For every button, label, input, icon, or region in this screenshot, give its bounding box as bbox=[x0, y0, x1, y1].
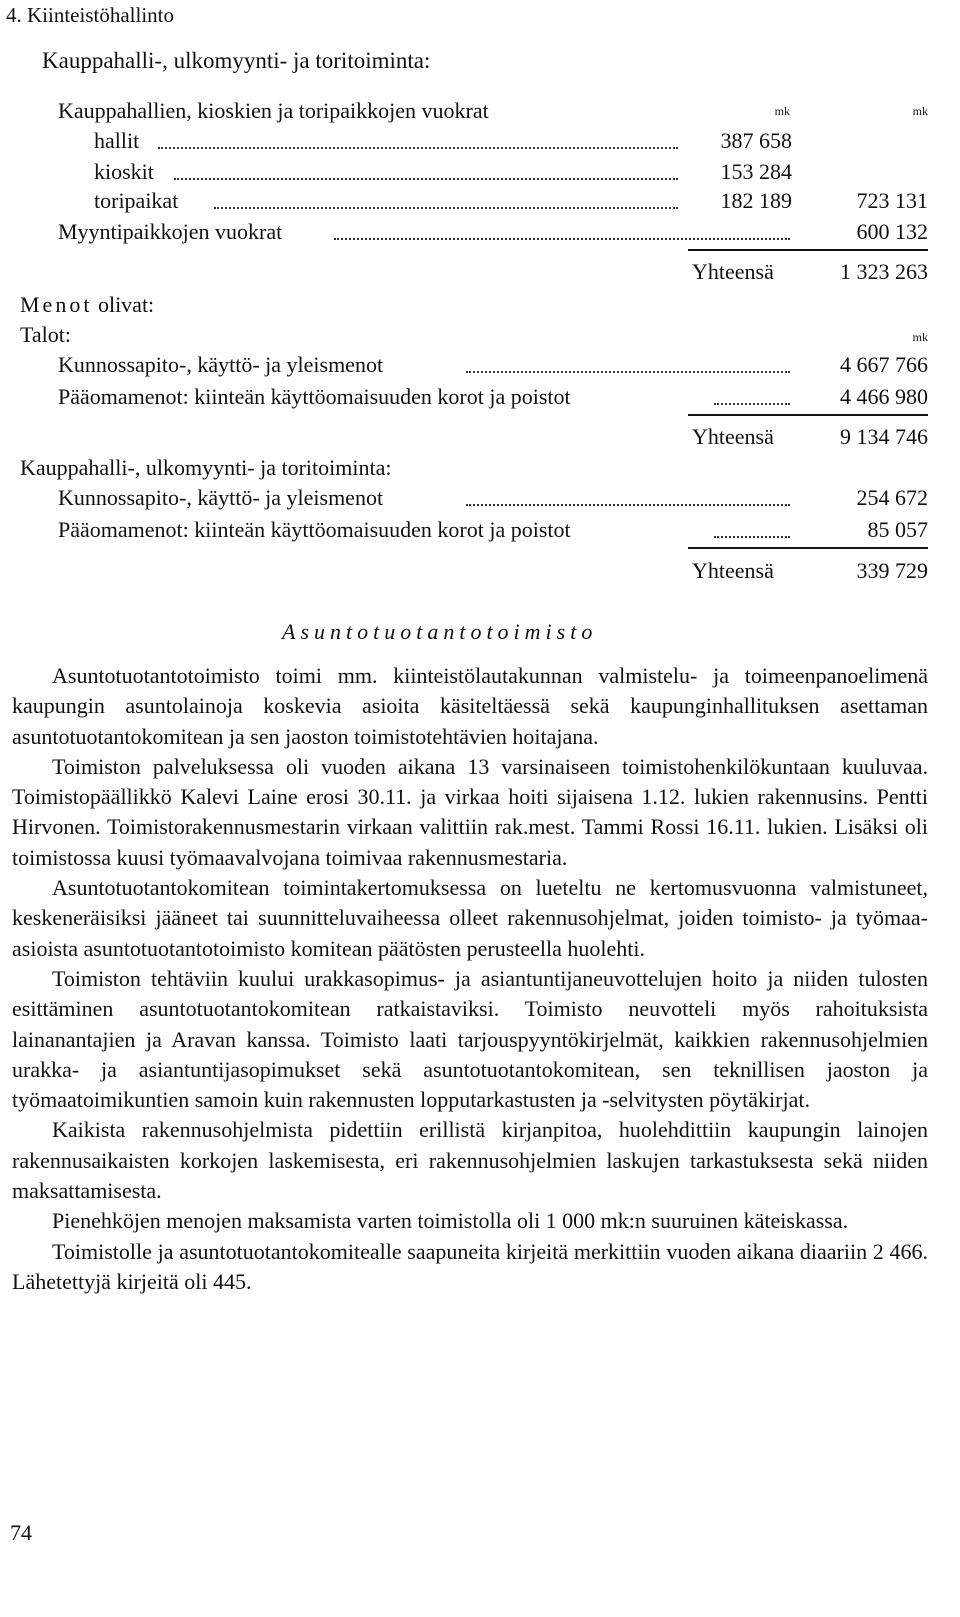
paragraph: Toimiston palveluksessa oli vuoden aikana 13 varsinaiseen toimistohenkilökuntaan kuuluvaa. Toimistopäällikkö Kalevi Laine erosi 30.11. ja virkaa hoiti sijaisena 1.12. lukien rakennusins. Pentti Hirvonen. Toimistorakennusmestarin virkaan valittiin rak.mest. Tammi Rossi 16.11. lukien. Lisäksi oli toimistossa kuusi työmaavalvojana toimivaa rakennusmestaria. bbox=[12, 753, 928, 870]
row-label: Kunnossapito-, käyttö- ja yleismenot bbox=[58, 485, 384, 510]
unit-buildings: mk bbox=[912, 330, 928, 344]
leader-dots bbox=[714, 534, 790, 538]
paragraph: Kaikista rakennusohjelmista pidettiin erillistä kirjanpitoa, huolehdittiin kaupungin lainojen rakennusaikaisten korkojen laskemisesta, eri rakennusohjelmien laskujen tarkastuksesta sekä niiden maksattamisesta. bbox=[12, 1117, 928, 1204]
leader-dots bbox=[466, 369, 790, 373]
sum-rule bbox=[688, 249, 928, 251]
row-total: 723 131 bbox=[856, 188, 928, 213]
leader-dots bbox=[714, 401, 790, 405]
body-text bbox=[12, 661, 928, 1297]
leader-dots bbox=[214, 205, 678, 209]
expenses-heading bbox=[20, 290, 154, 320]
row-label: Myyntipaikkojen vuokrat bbox=[58, 219, 283, 244]
market-expenses-label: Kauppahalli-, ulkomyynti- ja toritoiminta: bbox=[20, 455, 392, 480]
sum-label: Yhteensä bbox=[692, 558, 774, 583]
row-label: Pääomamenot: kiinteän käyttöomaisuuden korot ja poistot bbox=[58, 384, 571, 409]
paragraph: Asuntotuotantotoimisto toimi mm. kiinteistölautakunnan valmistelu- ja toimeenpanoelimenä kaupungin asuntolainoja koskevia asioita käsiteltäessä sekä kaupunginhallituksen asettaman asuntotuotantokomitean ja sen jaoston toimistotehtävien hoitajana. bbox=[12, 663, 928, 749]
paragraph: Toimistolle ja asuntotuotantokomitealle saapuneita kirjeitä merkittiin vuoden aikana diaariin 2 466. Lähetettyjä kirjeitä oli 445. bbox=[12, 1238, 928, 1294]
row-value: 85 057 bbox=[867, 517, 928, 542]
row-value: 387 658 bbox=[720, 128, 792, 153]
sum-value: 1 323 263 bbox=[840, 259, 928, 284]
row-label: kioskit bbox=[94, 159, 154, 184]
rents-label: Kauppahallien, kioskien ja toripaikkojen vuokrat bbox=[58, 98, 489, 123]
row-value: 600 132 bbox=[856, 219, 928, 244]
unit-col1: mk bbox=[774, 104, 790, 118]
row-value: 4 667 766 bbox=[840, 352, 928, 377]
expenses-heading-spaced: Menot bbox=[20, 292, 93, 317]
row-value: 153 284 bbox=[720, 159, 792, 184]
unit-col2: mk bbox=[912, 104, 928, 118]
sum-value: 9 134 746 bbox=[840, 424, 928, 449]
row-label: toripaikat bbox=[94, 188, 179, 213]
row-label: Kunnossapito-, käyttö- ja yleismenot bbox=[58, 352, 384, 377]
expenses-heading-rest: olivat: bbox=[92, 292, 155, 317]
row-label: Pääomamenot: kiinteän käyttöomaisuuden korot ja poistot bbox=[58, 517, 571, 542]
paragraph: Pienehköjen menojen maksamista varten toimistolla oli 1 000 mk:n suuruinen käteiskassa. bbox=[52, 1208, 849, 1234]
sum-value: 339 729 bbox=[856, 558, 928, 583]
leader-dots bbox=[334, 236, 790, 240]
row-value: 254 672 bbox=[856, 485, 928, 510]
leader-dots bbox=[466, 502, 790, 506]
sum-rule bbox=[688, 547, 928, 549]
buildings-label: Talot: bbox=[20, 322, 72, 347]
paragraph: Toimiston tehtäviin kuului urakkasopimus- ja asiantuntijaneuvottelujen hoito ja niiden tulosten esittäminen asuntotuotantokomitean ratkaistaviksi. Toimisto neuvotteli myös rahoituksista lainanantajien ja Aravan kanssa. Toimisto laati tarjouspyyntökirjelmät, kaikkien rakennusohjelmien urakka- ja asiantuntijasopimukset sekä asuntotuotantokomitean, sen teknillisen jaoston ja työmaatoimikuntien samoin kuin rakennusten lopputarkastusten ja -selvitysten pöytäkirjat. bbox=[12, 965, 928, 1113]
leader-dots bbox=[174, 176, 678, 180]
row-label: hallit bbox=[94, 128, 140, 153]
running-header: 4. Kiinteistöhallinto bbox=[6, 3, 174, 27]
sum-label: Yhteensä bbox=[692, 424, 774, 449]
sum-rule bbox=[688, 414, 928, 416]
sum-label: Yhteensä bbox=[692, 259, 774, 284]
page-number: 74 bbox=[10, 1520, 32, 1545]
paragraph: Asuntotuotantokomitean toimintakertomuksessa on lueteltu ne kertomusvuonna valmistuneet, keskeneräisiksi jääneet tai suunnitteluvaiheessa olleet rakennusohjelmat, joiden toimisto- ja työmaa-asioista asuntotuotantotoimisto komitean päätösten perusteella huolehti. bbox=[12, 875, 928, 961]
section-title: Asuntotuotantotoimisto bbox=[282, 619, 598, 644]
leader-dots bbox=[158, 145, 678, 149]
row-value: 4 466 980 bbox=[840, 384, 928, 409]
row-value: 182 189 bbox=[720, 188, 792, 213]
market-heading: Kauppahalli-, ulkomyynti- ja toritoiminta: bbox=[42, 48, 431, 73]
